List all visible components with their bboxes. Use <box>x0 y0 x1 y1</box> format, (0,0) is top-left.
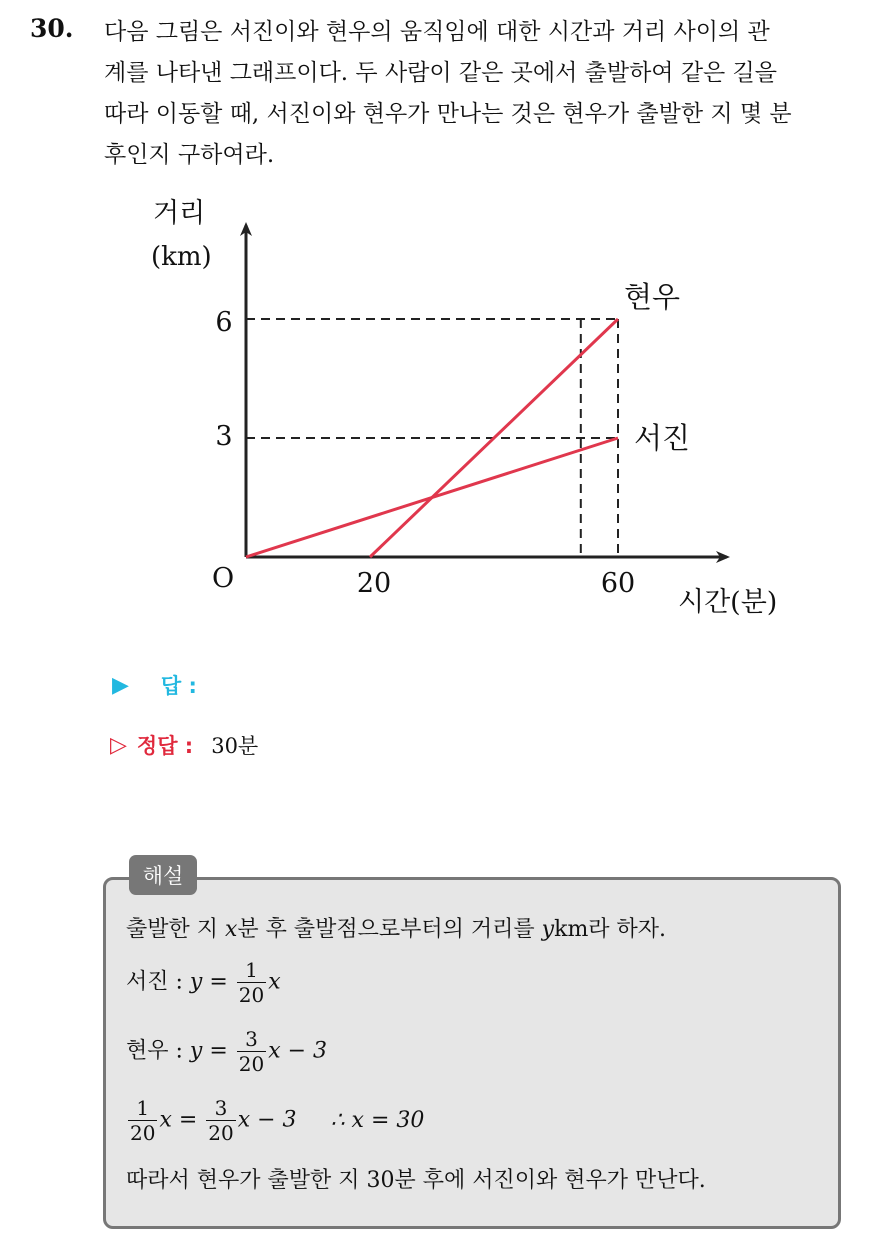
y-tick-label: 3 <box>215 421 233 452</box>
fraction <box>206 1096 235 1145</box>
numerator: 1 <box>237 958 266 983</box>
label: 현우 : <box>126 1038 190 1064</box>
variable: y <box>189 1038 203 1064</box>
text: 분 후 출발점으로부터의 거리를 <box>237 917 542 942</box>
solution-conclusion: 따라서 현우가 출발한 지 30분 후에 서진이와 현우가 만난다. <box>126 1168 706 1193</box>
x-tick-label: 20 <box>356 568 392 599</box>
therefore-result: ∴ x = 30 <box>330 1107 425 1133</box>
solution-line-equation <box>126 1096 424 1145</box>
question-line: 계를 나타낸 그래프이다. 두 사람이 같은 곳에서 출발하여 같은 길을 <box>104 60 777 86</box>
fraction <box>237 1027 266 1076</box>
y-axis-label-2: (km) <box>151 242 212 272</box>
denominator: 20 <box>238 983 265 1007</box>
denominator: 20 <box>238 1052 265 1076</box>
equals: = <box>202 1038 235 1064</box>
denominator: 20 <box>130 1121 156 1145</box>
outline-triangle-icon: ▷ <box>110 732 127 758</box>
solution-line-1 <box>126 912 666 943</box>
expression: x − 3 <box>237 1107 297 1133</box>
x-axis-label: 시간(분) <box>678 587 778 618</box>
series-label-seojin: 서진 <box>634 421 691 455</box>
correct-answer-row <box>110 730 258 760</box>
play-icon: ▶ <box>112 672 129 698</box>
correct-answer-label: 정답 : <box>136 734 194 758</box>
series-label-hyunwoo: 현우 <box>624 280 681 314</box>
answer-row <box>112 670 197 700</box>
expression: x − 3 <box>268 1038 328 1064</box>
solution-line-seojin <box>126 958 281 1007</box>
variable: y <box>541 917 555 942</box>
solution-line-hyunwoo <box>126 1027 327 1076</box>
y-axis-label-1: 거리 <box>153 198 206 229</box>
correct-answer-value: 30분 <box>211 734 259 758</box>
numerator: 1 <box>128 1096 157 1121</box>
variable: x <box>268 969 281 995</box>
fraction <box>128 1096 157 1145</box>
dashed-guides <box>246 319 618 557</box>
origin-label: O <box>212 563 235 594</box>
text: km라 하자. <box>554 917 667 942</box>
label: 서진 : <box>126 969 190 995</box>
answer-label: 답 : <box>160 674 197 698</box>
variable: y <box>189 969 203 995</box>
numerator: 3 <box>237 1027 266 1052</box>
series-line <box>246 438 618 557</box>
variable: x <box>225 917 238 942</box>
expression: x = <box>159 1107 205 1133</box>
text: 출발한 지 <box>126 917 225 942</box>
question-number: 30. <box>30 14 74 43</box>
y-tick-label: 6 <box>215 307 233 338</box>
numerator: 3 <box>206 1096 235 1121</box>
solution-tag: 해설 <box>129 855 197 895</box>
question-line: 다음 그림은 서진이와 현우의 움직임에 대한 시간과 거리 사이의 관 <box>104 19 770 45</box>
equals: = <box>202 969 235 995</box>
denominator: 20 <box>208 1121 234 1145</box>
x-tick-label: 60 <box>600 568 636 599</box>
question-line: 후인지 구하여라. <box>104 142 275 168</box>
fraction <box>237 958 266 1007</box>
question-line: 따라 이동할 때, 서진이와 현우가 만나는 것은 현우가 출발한 지 몇 분 <box>104 101 792 127</box>
